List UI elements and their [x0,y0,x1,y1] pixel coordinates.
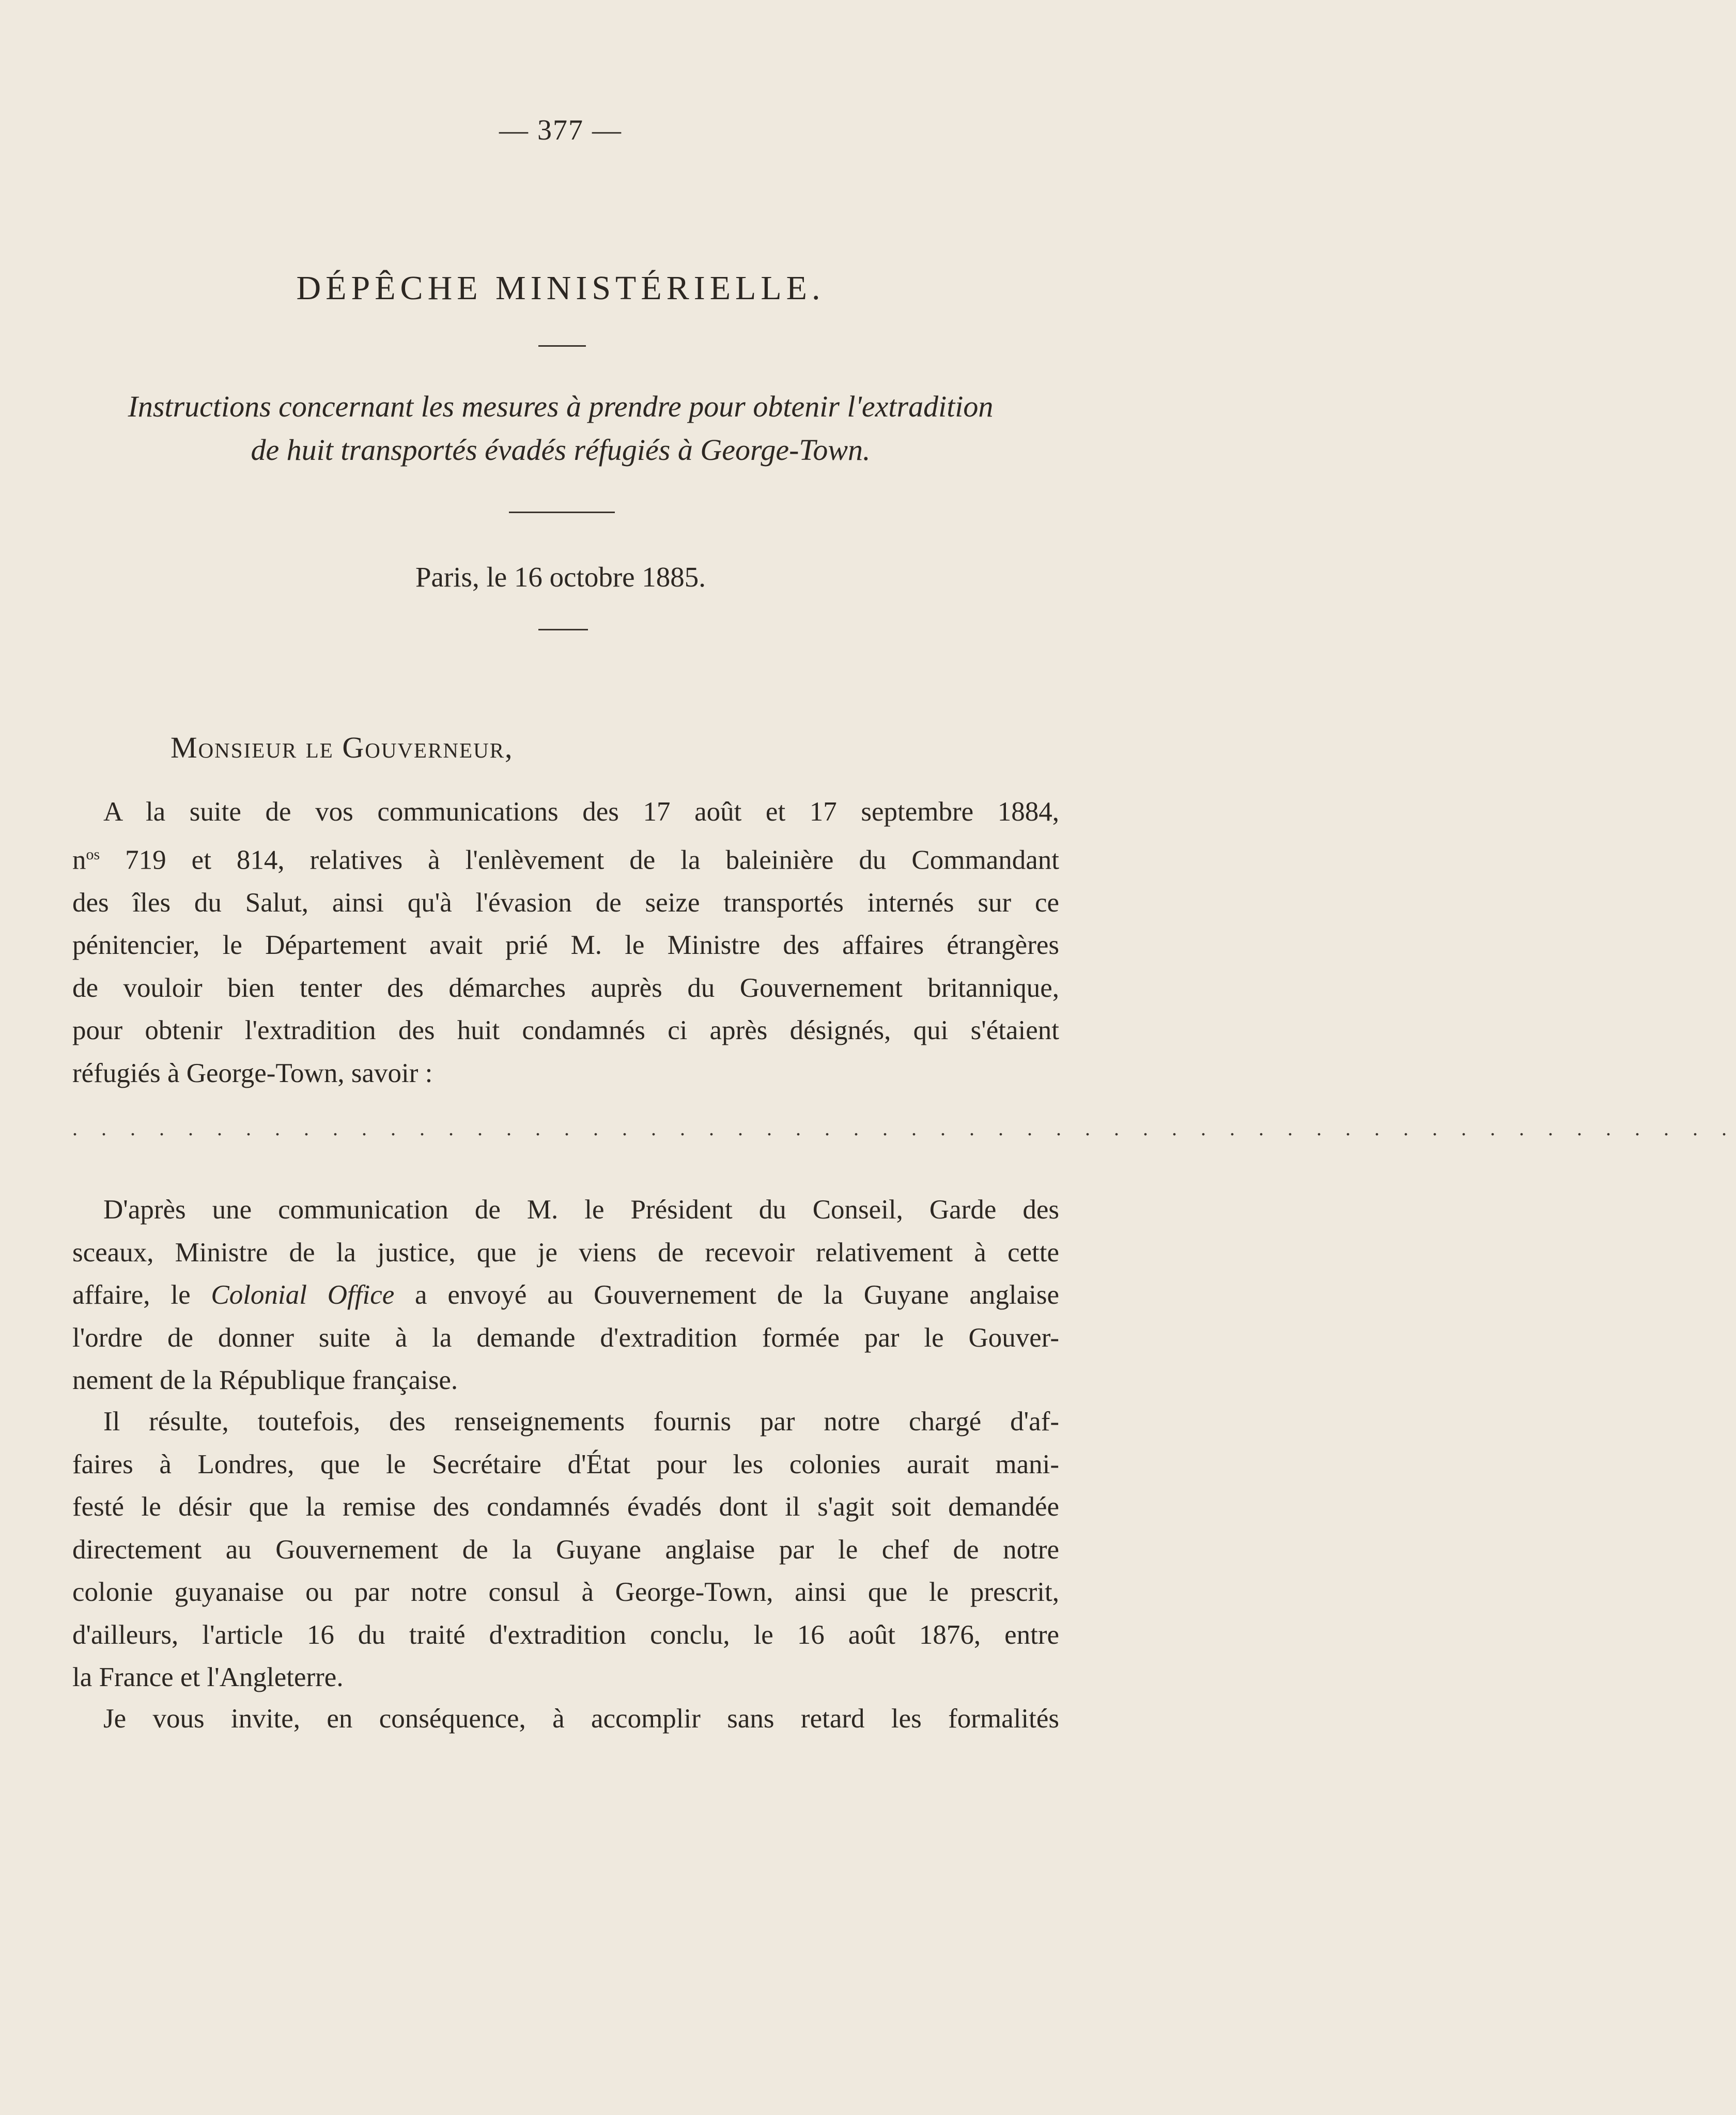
colonial-office-term: Colonial Office [211,1280,395,1310]
page-number: — 377 — [499,114,622,146]
salutation: Monsieur le Gouverneur, [171,731,514,764]
paragraph-1-line: pour obtenir l'extradition des huit condamnés ci après désignés, qui s'étaient [72,1015,1059,1046]
paragraph-1-line: A la suite de vos communications des 17 août et 17 septembre 1884, [103,797,1059,827]
paragraph-1 [72,791,1059,1094]
paragraph-4-line: Je vous invite, en conséquence, à accomplir sans retard les formalités [103,1704,1059,1734]
paragraph-2-line: sceaux, Ministre de la justice, que je viens de recevoir relativement à cette [72,1237,1059,1268]
subtitle-divider [509,512,615,513]
paragraph-2-line: D'après une communication de M. le Président du Conseil, Garde des [103,1195,1059,1225]
paragraph-1-line: $n^{os}$ 719 et 814, relatives à l'enlèvement de la baleinière du Commandant [72,845,1059,875]
paragraph-1-line: des îles du Salut, ainsi qu'à l'évasion de seize transportés internés sur ce [72,887,1059,918]
paragraph-3-line: Il résulte, toutefois, des renseignements fournis par notre chargé d'af- [103,1407,1059,1437]
paragraph-2-line: nement de la République française. [72,1365,458,1395]
paragraph-1-line: réfugiés à George-Town, savoir : [72,1058,433,1088]
paragraph-1-line: de vouloir bien tenter des démarches auprès du Gouvernement britannique, [72,972,1059,1003]
paragraph-3-line: faires à Londres, que le Secrétaire d'État pour les colonies aurait mani- [72,1449,1059,1479]
paragraph-3-line: festé le désir que la remise des condamnés évadés dont il s'agit soit demandée [72,1492,1059,1522]
paragraph-2-line: l'ordre de donner suite à la demande d'extradition formée par le Gouver- [72,1322,1059,1353]
paragraph-3-line: la France et l'Angleterre. [72,1662,344,1692]
paragraph-2-line: affaire, le Colonial Office a envoyé au Gouvernement de la Guyane anglaise [72,1280,1059,1310]
document-subtitle [72,385,1049,472]
paragraph-2 [72,1188,1059,1402]
subtitle-line-2: de huit transportés évadés réfugiés à George-Town. [251,433,871,467]
title-divider [538,345,586,347]
omission-ellipsis: . . . . . . . . . . . . . . . . . . . . . . . . . . . . . . . . . . . . . . . . . . . . . . . . . . . . . . . . . . [72,1117,1736,1140]
paragraph-4 [72,1697,1059,1740]
subtitle-line-1: Instructions concernant les mesures à prendre pour obtenir l'extradition [128,390,994,423]
dateline-divider [538,629,588,630]
paragraph-3 [72,1400,1059,1699]
dateline: Paris, le 16 octobre 1885. [415,561,706,593]
paragraph-3-line: colonie guyanaise ou par notre consul à George-Town, ainsi que le prescrit, [72,1577,1059,1607]
paragraph-3-line: d'ailleurs, l'article 16 du traité d'extradition conclu, le 16 août 1876, entre [72,1619,1059,1650]
paragraph-1-line: pénitencier, le Département avait prié M. le Ministre des affaires étrangères [72,930,1059,961]
document-title: DÉPÊCHE MINISTÉRIELLE. [296,269,825,307]
paragraph-3-line: directement au Gouvernement de la Guyane anglaise par le chef de notre [72,1534,1059,1565]
